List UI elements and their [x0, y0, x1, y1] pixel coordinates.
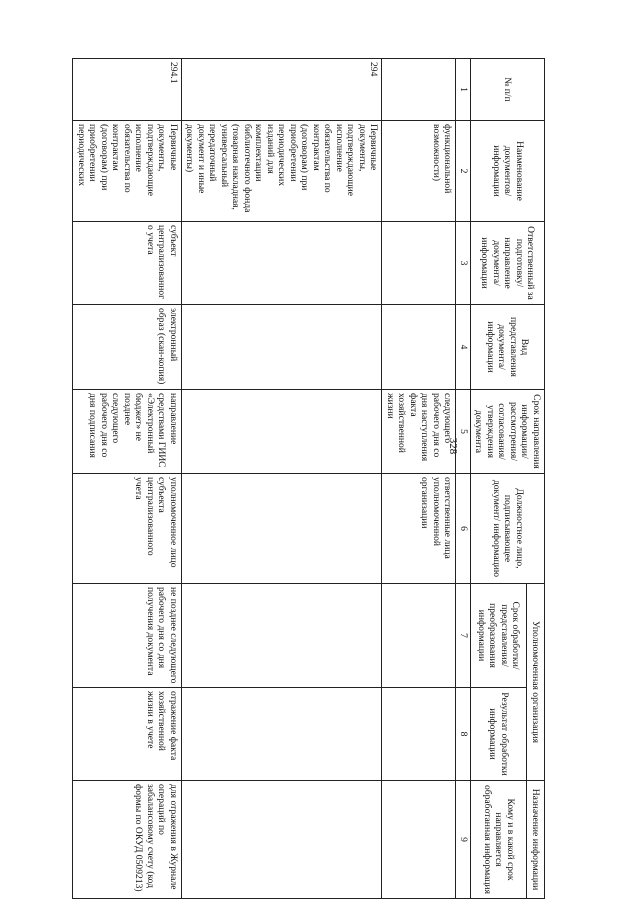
header-authorized-org: Уполномоченная организация [526, 584, 544, 781]
cell-no: 294.1 [73, 59, 182, 121]
rotated-table-area [76, 58, 545, 898]
cell-name: функциональной возможности) [382, 121, 456, 222]
cell-name: Первичные документы, подтверждающие исполнение обязательства по контрактам (договорам) при приобретении периодических [73, 121, 182, 222]
column-number: 2 [456, 121, 471, 222]
cell-responsible [382, 222, 456, 305]
cell-result: отражение факта хозяйственной жизни в учете [73, 688, 182, 781]
header-result: Результат обработки информации [471, 688, 527, 781]
cell-official [182, 474, 383, 584]
column-number: 3 [456, 222, 471, 305]
column-number: 7 [456, 584, 471, 688]
page-number: 328 [447, 437, 459, 455]
cell-processing-term: не позднее следующего рабочего дня со дня получения документа [73, 584, 182, 688]
cell-destination: для отражения в Журнале операций по забалансовому счету (код формы по ОКУД 0509213) [73, 781, 182, 899]
cell-form [182, 305, 383, 390]
cell-form [382, 305, 456, 390]
document-table [73, 58, 546, 899]
header-no: № п/п [471, 59, 545, 121]
cell-deadline: следующего рабочего дня со дня наступления факта хозяйственной жизни [382, 390, 456, 474]
header-destination: Назначение информации [526, 781, 544, 899]
column-number: 1 [456, 59, 471, 121]
cell-responsible [182, 222, 383, 305]
cell-destination [182, 781, 383, 899]
cell-form: электронный образ (скан-копия) [73, 305, 182, 390]
cell-responsible: субъект централизованного учета [73, 222, 182, 305]
table-row [73, 59, 182, 899]
cell-processing-term [382, 584, 456, 688]
cell-no: 294 [182, 59, 383, 121]
cell-deadline: направление средствами ГИИС «Электронный бюджет» не позднее следующего рабочего дня со дня подписания [73, 390, 182, 474]
cell-destination [382, 781, 456, 899]
cell-official: уполномоченное лицо субъекта централизованного учета [73, 474, 182, 584]
header-name: Наименование документов/ информации [471, 121, 545, 222]
cell-result [382, 688, 456, 781]
header-deadline: Срок направления информации/ рассмотрения/ согласования/ утверждения документа [471, 390, 545, 474]
header-row-top [526, 59, 544, 899]
header-responsible: Ответственный за подготовку/ направление документа/ информации [471, 222, 545, 305]
cell-result [182, 688, 383, 781]
column-number: 4 [456, 305, 471, 390]
column-number: 8 [456, 688, 471, 781]
table-row [182, 59, 383, 899]
header-processing-term: Срок обработки/ представления/ преобразования информации [471, 584, 527, 688]
column-number: 5 [456, 390, 471, 474]
cell-no [382, 59, 456, 121]
table-row [382, 59, 456, 899]
header-official: Должностное лицо, подписывающее документ/ информацию [471, 474, 545, 584]
cell-name: Первичные документы, подтверждающие исполнение обязательства по контрактам (договорам) при приобретении периодических изданий для комплектации библиотечного фонда (товарная накладная, универсальный передаточный документ и иные документы) [182, 121, 383, 222]
column-number: 6 [456, 474, 471, 584]
column-number: 9 [456, 781, 471, 899]
cell-official: ответственные лица уполномоченной организации [382, 474, 456, 584]
column-number-row [456, 59, 471, 899]
header-recipient: Кому и в какой срок направляется обработанная информация [471, 781, 527, 899]
header-form: Вид представления документа/ информации [471, 305, 545, 390]
cell-processing-term [182, 584, 383, 688]
cell-deadline [182, 390, 383, 474]
